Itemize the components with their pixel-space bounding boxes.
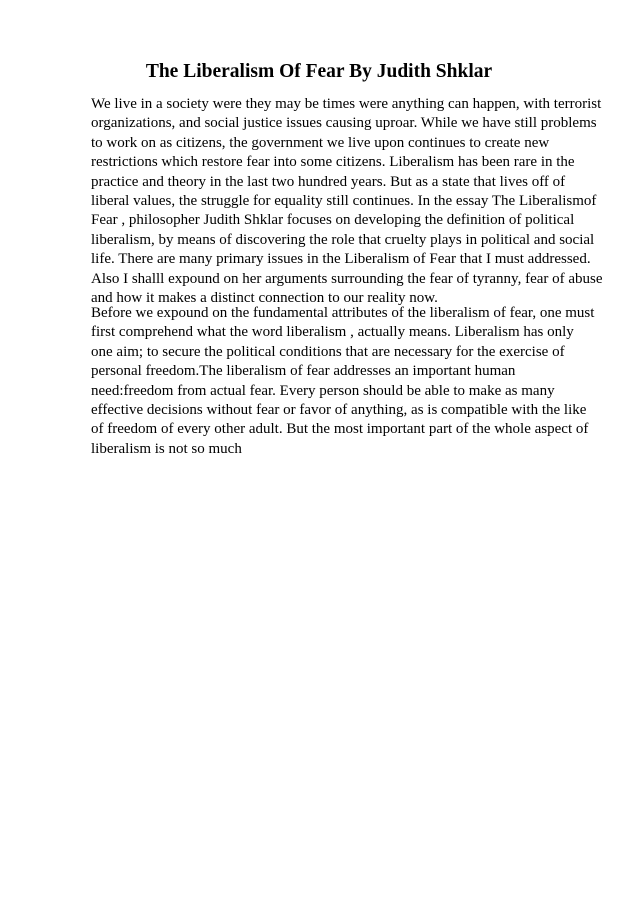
paragraph-line: liberalism, by means of discovering the role that cruelty plays in political and social <box>91 231 595 248</box>
paragraph-line: practice and theory in the last two hundred years. But as a state that lives off of <box>91 173 566 190</box>
document-title: The Liberalism Of Fear By Judith Shklar <box>145 61 493 82</box>
paragraph-line: We live in a society were they may be times were anything can happen, with terrorist <box>91 96 602 112</box>
paragraph-line: effective decisions without fear or favor of anything, as is compatible with the like <box>91 402 587 419</box>
paragraph-line: organizations, and social justice issues causing uproar. While we have still problems <box>91 115 597 132</box>
paragraph-line: to work on as citizens, the government we live upon continues to create new <box>91 134 550 151</box>
paragraph-line: and how it makes a distinct connection to our reality now. <box>91 290 438 307</box>
paragraph-2 <box>91 304 595 459</box>
paragraph-1 <box>91 95 603 308</box>
paragraph-line: of freedom of every other adult. But the most important part of the whole aspect of <box>91 421 589 438</box>
paragraph-line: one aim; to secure the political conditions that are necessary for the exercise of <box>91 343 565 360</box>
paragraph-line: Fear , philosopher Judith Shklar focuses on developing the definition of political <box>91 212 575 229</box>
paragraph-line: liberal values, the struggle for equality still continues. In the essay The Liberalismof <box>91 193 597 210</box>
paragraph-line: first comprehend what the word liberalism , actually means. Liberalism has only <box>91 324 574 341</box>
paragraph-line: liberalism is not so much <box>91 440 242 457</box>
paragraph-line: life. There are many primary issues in the Liberalism of Fear that I must addressed. <box>91 251 591 268</box>
paragraph-line: Also I shalll expound on her arguments surrounding the fear of tyranny, fear of abuse <box>91 270 603 287</box>
paragraph-line: restrictions which restore fear into some citizens. Liberalism has been rare in the <box>91 154 575 171</box>
paragraph-line: need:freedom from actual fear. Every person should be able to make as many <box>91 382 555 399</box>
paragraph-line: personal freedom.The liberalism of fear addresses an important human <box>91 363 516 380</box>
paragraph-line: Before we expound on the fundamental attributes of the liberalism of fear, one must <box>91 305 595 321</box>
